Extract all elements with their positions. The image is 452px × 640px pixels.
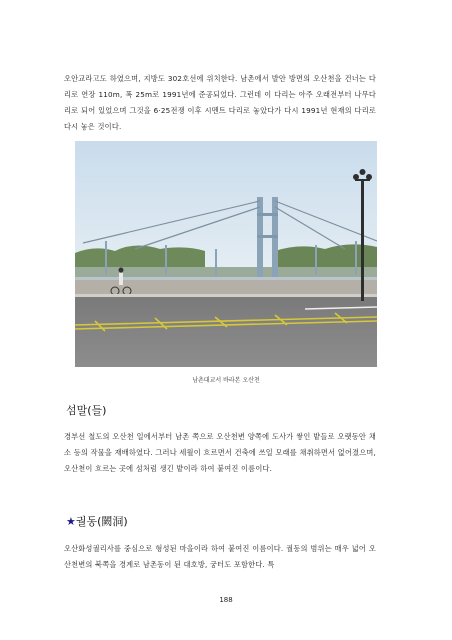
section-heading-text: 궐동(闕洞) xyxy=(75,515,128,528)
star-icon: ★ xyxy=(66,515,76,528)
section-body-seommal: 경부선 철도의 오산천 일에서부터 남촌 쪽으로 오산천변 양쪽에 도사가 쌓인 밭들로 오랫동안 채소 등의 작물을 재배하였다. 그러나 세월이 흐르면서 건축에 쓰일 모래를 채취하면서 없어졌으며, 오산천이 흐르는 곳에 섬처럼 생긴 밭이라 하여 붙여진 이름이다. xyxy=(64,432,376,473)
section-body-gwoldong: 오산화성궐리사를 중심으로 형성된 마을이라 하여 붙여진 이름이다. 궐동의 범위는 매우 넓어 오산천변의 북쪽을 경계로 남촌동이 된 대호방, 궁터도 포함한다. 특 xyxy=(64,544,376,569)
section-heading-gwoldong xyxy=(66,513,128,529)
bridge-photo xyxy=(75,141,377,367)
photo-caption: 남촌대교서 바라본 오산천 xyxy=(192,377,260,384)
page-number: 188 xyxy=(219,596,233,604)
intro-paragraph: 오안교라고도 하였으며, 지방도 302호선에 위치한다. 남촌에서 발안 방면의 오산천을 건너는 다리로 연장 110m, 폭 25m로 1991년에 준공되었다. 그런데 이 다리는 아주 오래전부터 나무다리로 되어 있었으며 그것을 6·25전쟁 이후 시멘트 다리로 놓았다가 다시 1991년 현재의 다리로 다시 놓은 것이다. xyxy=(64,74,376,131)
section-heading-seommal: 섬말(들) xyxy=(66,404,107,417)
